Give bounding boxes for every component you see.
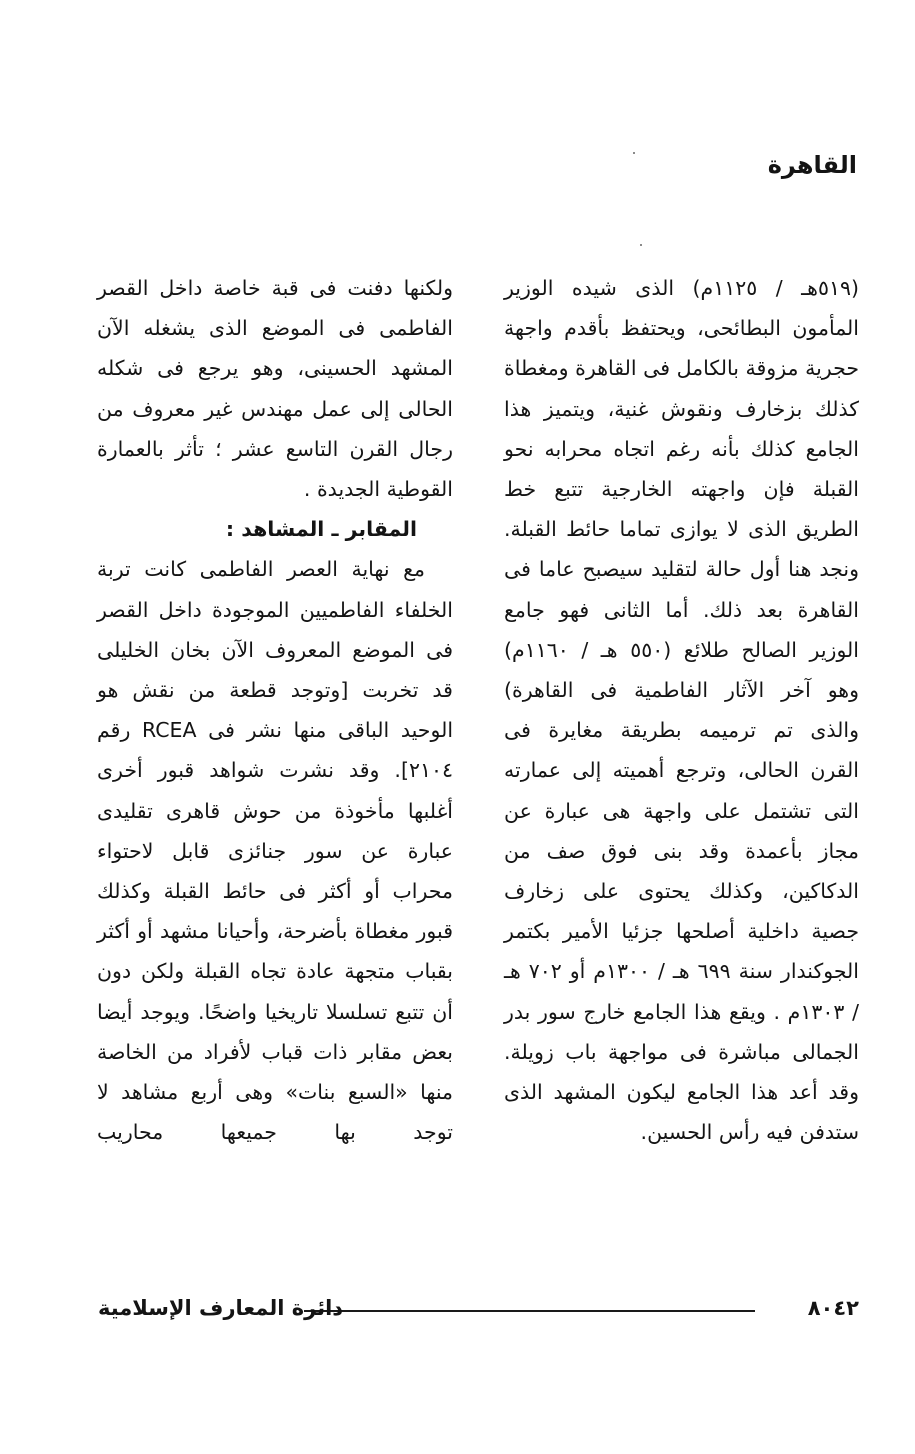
left-column-paragraph-1: ولكنها دفنت فى قبة خاصة داخل القصر الفاطمى فى الموضع الذى يشغله الآن المشهد الحسينى، وهو يرجع فى شكله الحالى إلى عمل مهندس غير معروف من رجال القرن التاسع عشر ؛ تأثر بالعمارة القوطية الجديدة . xyxy=(97,276,453,502)
scan-speck xyxy=(640,244,642,246)
page-number: ٨٠٤٢ xyxy=(807,1296,859,1320)
left-column-paragraph-2: مع نهاية العصر الفاطمى كانت تربة الخلفاء الفاطميين الموجودة داخل القصر فى الموضع المعروف الآن بخان الخليلى قد تخربت [وتوجد قطعة من نقش هو الوحيد الباقى منها نشر فى RCEA رقم ٢١٠٤]. وقد نشرت شواهد قبور أخرى أغلبها مأخوذة من حوش قاهرى تقليدى عبارة عن سور جنائزى قابل لاحتواء محراب أو أكثر فى حائط القبلة وكذلك قبور مغطاة بأضرحة، وأحيانا مشهد أو أكثر بقباب متجهة عادة تجاه القبلة ولكن دون أن تتبع تسلسلا تاريخيا واضحًا. ويوجد أيضا بعض مقابر ذات قباب لأفراد من الخاصة منها «السبع بنات» وهى أربع مشاهد لا توجد بها جميعها محاريب xyxy=(97,557,454,1145)
section-heading: المقابر ـ المشاهد : xyxy=(225,517,417,542)
scan-speck xyxy=(633,152,635,154)
right-column xyxy=(504,268,859,1152)
footer-rule xyxy=(304,1310,755,1312)
page-footer xyxy=(98,1292,859,1328)
left-column xyxy=(97,268,453,1152)
right-column-paragraph: (٥١٩هـ / ١١٢٥م) الذى شيده الوزير المأمون البطائحى، ويحتفظ بأقدم واجهة حجرية مزوقة بالكامل فى القاهرة ومغطاة كذلك بزخارف ونقوش غنية، ويتميز هذا الجامع كذلك بأنه رغم اتجاه محرابه نحو القبلة فإن واجهته الخارجية تتبع خط الطريق الذى لا يوازى تماما حائط القبلة. ونجد هنا أول حالة لتقليد سيصبح عاما فى القاهرة بعد ذلك. أما الثانى فهو جامع الوزير الصالح طلائع (٥٥٠ هـ / ١١٦٠م) وهو آخر الآثار الفاطمية فى القاهرة) والذى تم ترميمه بطريقة مغايرة فى القرن الحالى، وترجع أهميته إلى عمارته التى تشتمل على واجهة هى عبارة عن مجاز بأعمدة وقد بنى فوق صف من الدكاكين، وكذلك يحتوى على زخارف جصية داخلية أصلحها جزئيا الأمير بكتمر الجوكندار سنة ٦٩٩ هـ / ١٣٠٠م أو ٧٠٢ هـ / ١٣٠٣م . ويقع هذا الجامع خارج سور بدر الجمالى مباشرة فى مواجهة باب زويلة. وقد أعد هذا الجامع ليكون المشهد الذى ستدفن فيه رأس الحسين. xyxy=(504,276,859,1145)
journal-title: دائرة المعارف الإسلامية xyxy=(98,1296,344,1320)
running-head: القاهرة xyxy=(767,151,857,179)
